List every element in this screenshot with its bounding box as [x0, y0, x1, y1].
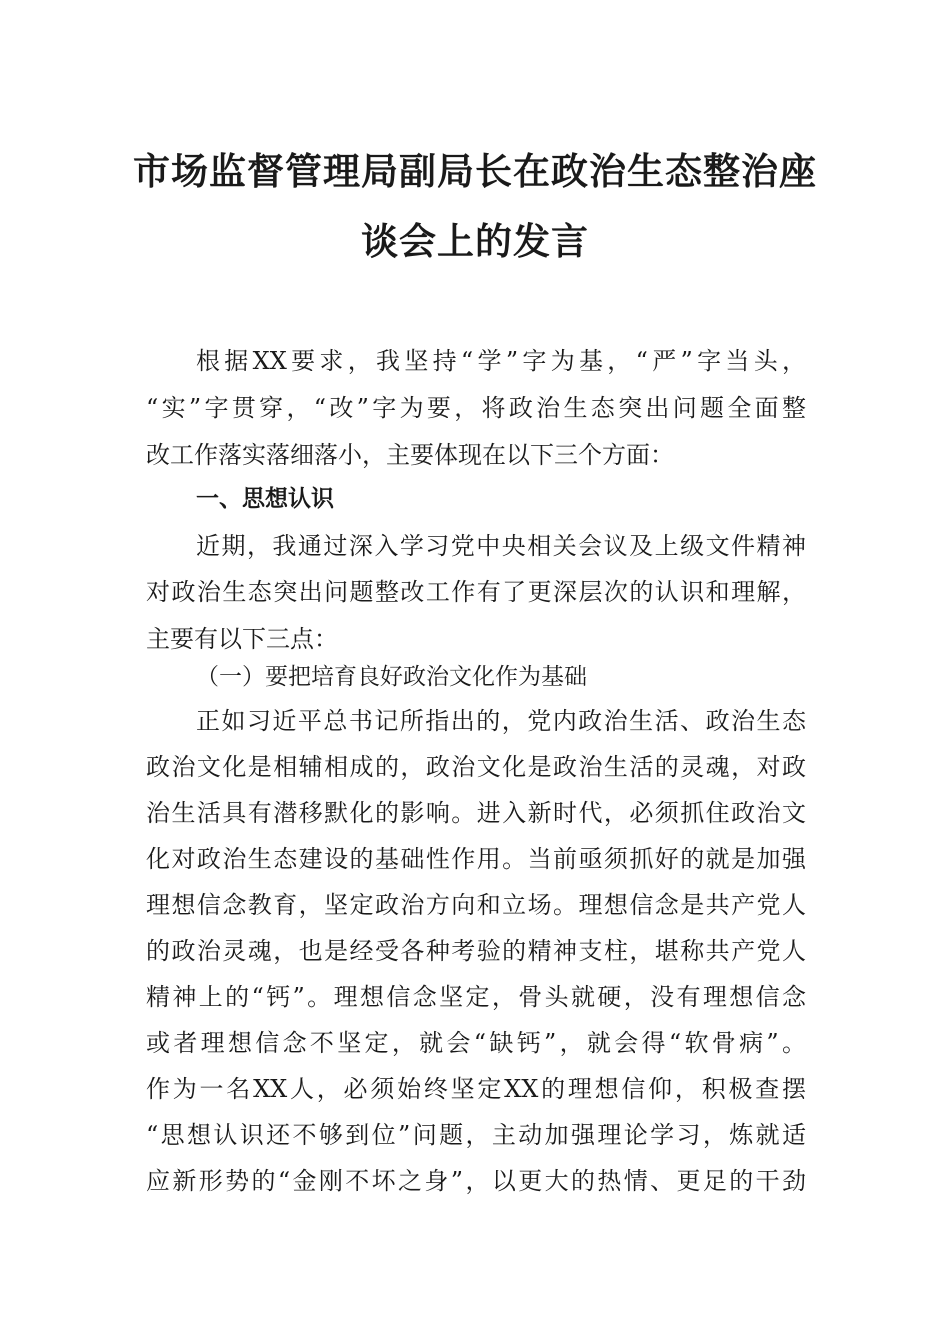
intro-line-3: 改工作落实落细落小，主要体现在以下三个方面： [146, 441, 674, 469]
section1-line-2: 对政治生态突出问题整改工作有了更深层次的认识和理解， [146, 578, 806, 606]
subsection1-line-9: 作为一名XX人，必须始终坚定XX的理想信仰，积极查摆 [146, 1075, 806, 1103]
section1-line-3: 主要有以下三点： [146, 625, 338, 653]
subsection1-line-1: 正如习近平总书记所指出的，党内政治生活、政治生态 [196, 707, 806, 735]
subsection1-line-10: “思想认识还不够到位”问题，主动加强理论学习，炼就适 [146, 1121, 806, 1149]
subsection1-line-4: 化对政治生态建设的基础性作用。当前亟须抓好的就是加强 [146, 845, 806, 873]
document-title-line-1: 市场监督管理局副局长在政治生态整治座 [133, 150, 817, 193]
subsection1-line-5: 理想信念教育，坚定政治方向和立场。理想信念是共产党人 [146, 891, 806, 919]
subsection1-line-11: 应新形势的“金刚不坏之身”，以更大的热情、更足的干劲 [146, 1167, 806, 1195]
intro-line-2: “实”字贯穿，“改”字为要，将政治生态突出问题全面整 [146, 394, 806, 422]
subsection1-line-7: 精神上的“钙”。理想信念坚定，骨头就硬，没有理想信念 [146, 983, 806, 1011]
section1-line-1: 近期，我通过深入学习党中央相关会议及上级文件精神 [196, 532, 806, 560]
document-title-line-2: 谈会上的发言 [361, 220, 589, 263]
section-heading-1: 一、思想认识 [196, 486, 334, 512]
subsection1-line-2: 政治文化是相辅相成的，政治文化是政治生活的灵魂，对政 [146, 753, 806, 781]
subsection1-line-6: 的政治灵魂，也是经受各种考验的精神支柱，堪称共产党人 [146, 937, 806, 965]
subsection1-line-3: 治生活具有潜移默化的影响。进入新时代，必须抓住政治文 [146, 799, 806, 827]
intro-line-1: 根据XX要求，我坚持“学”字为基，“严”字当头， [196, 347, 806, 375]
subsection1-line-8: 或者理想信念不坚定，就会“缺钙”，就会得“软骨病”。 [146, 1029, 806, 1057]
subsection-heading-1: （一）要把培育良好政治文化作为基础 [196, 664, 587, 690]
